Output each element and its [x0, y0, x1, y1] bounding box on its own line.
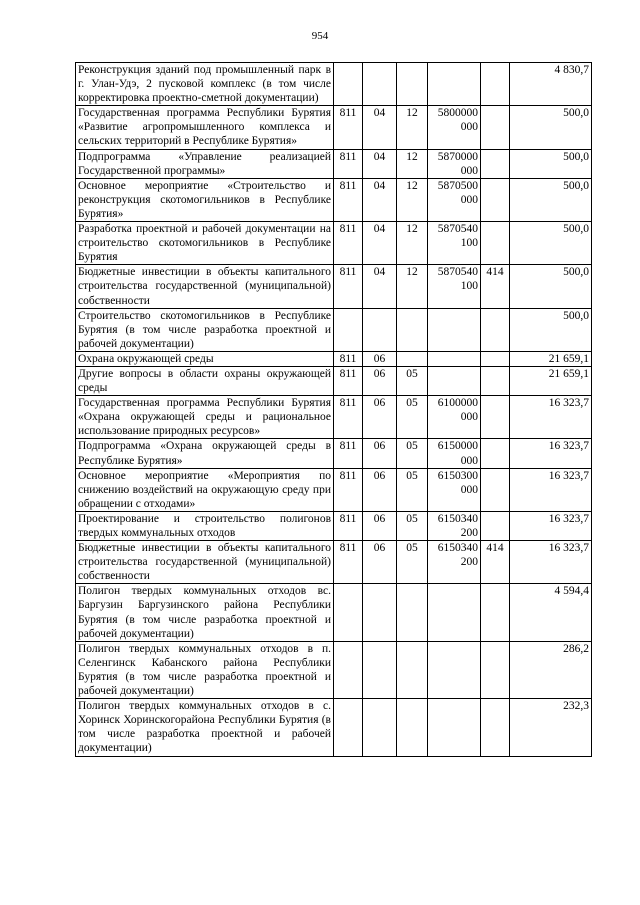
- row-section-code: 06: [363, 351, 397, 366]
- table-row: [76, 641, 592, 698]
- row-name: Полигон твердых коммунальных отходов вс. Баргузин Баргузинского района Республики Бурятия (в том числе разработка проектной и рабочей документации): [76, 584, 334, 641]
- row-expense-type-code: [481, 308, 510, 351]
- row-ministry-code: 811: [334, 511, 363, 540]
- row-target-code: [428, 641, 481, 698]
- row-name: Другие вопросы в области охраны окружающей среды: [76, 366, 334, 395]
- row-expense-type-code: [481, 106, 510, 149]
- row-subsection-code: [397, 699, 428, 756]
- row-section-code: 04: [363, 178, 397, 221]
- row-name: Полигон твердых коммунальных отходов в с. Хоринск Хоринскогорайона Республики Бурятия (в том числе разработка проектной и рабочей документации): [76, 699, 334, 756]
- row-section-code: 06: [363, 366, 397, 395]
- row-ministry-code: 811: [334, 366, 363, 395]
- row-name: Разработка проектной и рабочей документации на строительство скотомогильников в Республике Бурятия: [76, 222, 334, 265]
- row-ministry-code: [334, 699, 363, 756]
- row-subsection-code: 05: [397, 396, 428, 439]
- row-target-code: [428, 699, 481, 756]
- row-ministry-code: 811: [334, 439, 363, 468]
- row-ministry-code: 811: [334, 149, 363, 178]
- row-target-code: 5870540 100: [428, 222, 481, 265]
- row-amount: 16 323,7: [510, 468, 592, 511]
- row-section-code: 06: [363, 468, 397, 511]
- row-subsection-code: 12: [397, 178, 428, 221]
- row-section-code: [363, 699, 397, 756]
- row-expense-type-code: [481, 351, 510, 366]
- row-amount: 16 323,7: [510, 541, 592, 584]
- row-subsection-code: 05: [397, 541, 428, 584]
- row-subsection-code: 05: [397, 439, 428, 468]
- row-amount: 16 323,7: [510, 396, 592, 439]
- row-ministry-code: 811: [334, 106, 363, 149]
- row-subsection-code: 05: [397, 366, 428, 395]
- row-name: Бюджетные инвестиции в объекты капитального строительства государственной (муниципальной) собственности: [76, 541, 334, 584]
- row-name: Основное мероприятие «Строительство и реконструкция скотомогильников в Республике Бурятия»: [76, 178, 334, 221]
- table-row: [76, 308, 592, 351]
- table-row: [76, 366, 592, 395]
- row-section-code: 06: [363, 541, 397, 584]
- row-target-code: 5870540 100: [428, 265, 481, 308]
- row-name: Подпрограмма «Охрана окружающей среды в Республике Бурятия»: [76, 439, 334, 468]
- row-subsection-code: 05: [397, 468, 428, 511]
- row-section-code: [363, 641, 397, 698]
- row-amount: 21 659,1: [510, 351, 592, 366]
- table-row: [76, 222, 592, 265]
- row-ministry-code: 811: [334, 351, 363, 366]
- row-section-code: 06: [363, 396, 397, 439]
- row-name: Основное мероприятие «Мероприятия по снижению воздействий на окружающую среду при обращении с отходами»: [76, 468, 334, 511]
- row-target-code: 6150300 000: [428, 468, 481, 511]
- row-expense-type-code: 414: [481, 541, 510, 584]
- table-row: [76, 699, 592, 756]
- row-subsection-code: 12: [397, 149, 428, 178]
- row-section-code: [363, 308, 397, 351]
- row-subsection-code: [397, 641, 428, 698]
- row-expense-type-code: 414: [481, 265, 510, 308]
- row-target-code: [428, 366, 481, 395]
- row-expense-type-code: [481, 439, 510, 468]
- row-amount: 500,0: [510, 265, 592, 308]
- row-target-code: [428, 308, 481, 351]
- row-subsection-code: 12: [397, 265, 428, 308]
- row-ministry-code: 811: [334, 468, 363, 511]
- row-target-code: 5870000 000: [428, 149, 481, 178]
- row-ministry-code: [334, 641, 363, 698]
- row-ministry-code: [334, 308, 363, 351]
- row-amount: 4 594,4: [510, 584, 592, 641]
- row-name: Государственная программа Республики Бурятия «Охрана окружающей среды и рациональное использование природных ресурсов»: [76, 396, 334, 439]
- table-row: [76, 541, 592, 584]
- table-row: [76, 511, 592, 540]
- table-row: [76, 63, 592, 106]
- row-target-code: [428, 351, 481, 366]
- row-target-code: 6150340 200: [428, 511, 481, 540]
- budget-table: [75, 62, 592, 757]
- row-target-code: 5800000 000: [428, 106, 481, 149]
- table-row: [76, 351, 592, 366]
- row-amount: 16 323,7: [510, 511, 592, 540]
- row-subsection-code: [397, 63, 428, 106]
- row-ministry-code: 811: [334, 222, 363, 265]
- row-expense-type-code: [481, 178, 510, 221]
- row-name: Подпрограмма «Управление реализацией Государственной программы»: [76, 149, 334, 178]
- row-expense-type-code: [481, 396, 510, 439]
- row-section-code: 04: [363, 106, 397, 149]
- table-row: [76, 178, 592, 221]
- row-subsection-code: [397, 308, 428, 351]
- row-amount: 500,0: [510, 178, 592, 221]
- row-ministry-code: [334, 584, 363, 641]
- row-ministry-code: 811: [334, 396, 363, 439]
- row-target-code: 6150000 000: [428, 439, 481, 468]
- row-subsection-code: [397, 584, 428, 641]
- row-section-code: [363, 584, 397, 641]
- row-subsection-code: 12: [397, 106, 428, 149]
- row-subsection-code: 05: [397, 511, 428, 540]
- row-name: Полигон твердых коммунальных отходов в п. Селенгинск Кабанского района Республики Бурятия (в том числе разработка проектной и рабочей документации): [76, 641, 334, 698]
- row-ministry-code: 811: [334, 541, 363, 584]
- row-amount: 500,0: [510, 106, 592, 149]
- row-name: Реконструкция зданий под промышленный парк в г. Улан-Удэ, 2 пусковой комплекс (в том числе корректировка проектно-сметной документации): [76, 63, 334, 106]
- row-expense-type-code: [481, 149, 510, 178]
- row-expense-type-code: [481, 641, 510, 698]
- row-expense-type-code: [481, 584, 510, 641]
- table-row: [76, 265, 592, 308]
- row-name: Строительство скотомогильников в Республике Бурятия (в том числе разработка проектной и рабочей документации): [76, 308, 334, 351]
- row-expense-type-code: [481, 468, 510, 511]
- table-row: [76, 106, 592, 149]
- row-target-code: [428, 584, 481, 641]
- table-row: [76, 149, 592, 178]
- row-amount: 500,0: [510, 222, 592, 265]
- row-name: Проектирование и строительство полигонов твердых коммунальных отходов: [76, 511, 334, 540]
- row-amount: 500,0: [510, 308, 592, 351]
- row-subsection-code: 12: [397, 222, 428, 265]
- row-section-code: 06: [363, 511, 397, 540]
- row-amount: 21 659,1: [510, 366, 592, 395]
- row-expense-type-code: [481, 222, 510, 265]
- row-expense-type-code: [481, 699, 510, 756]
- row-target-code: 6100000 000: [428, 396, 481, 439]
- row-ministry-code: 811: [334, 178, 363, 221]
- row-amount: 500,0: [510, 149, 592, 178]
- row-target-code: [428, 63, 481, 106]
- row-target-code: 5870500 000: [428, 178, 481, 221]
- row-name: Охрана окружающей среды: [76, 351, 334, 366]
- page-number: 954: [311, 30, 329, 42]
- row-section-code: 04: [363, 222, 397, 265]
- row-amount: 4 830,7: [510, 63, 592, 106]
- table-body: [76, 63, 592, 757]
- row-section-code: 06: [363, 439, 397, 468]
- row-target-code: 6150340 200: [428, 541, 481, 584]
- row-name: Бюджетные инвестиции в объекты капитального строительства государственной (муниципальной) собственности: [76, 265, 334, 308]
- row-section-code: [363, 63, 397, 106]
- row-section-code: 04: [363, 149, 397, 178]
- row-ministry-code: 811: [334, 265, 363, 308]
- row-amount: 286,2: [510, 641, 592, 698]
- table-row: [76, 584, 592, 641]
- table-row: [76, 439, 592, 468]
- row-expense-type-code: [481, 366, 510, 395]
- row-subsection-code: [397, 351, 428, 366]
- row-amount: 16 323,7: [510, 439, 592, 468]
- row-name: Государственная программа Республики Бурятия «Развитие агропромышленного комплекса и сельских территорий в Республике Бурятия»: [76, 106, 334, 149]
- table-row: [76, 468, 592, 511]
- row-expense-type-code: [481, 511, 510, 540]
- row-ministry-code: [334, 63, 363, 106]
- table-row: [76, 396, 592, 439]
- row-amount: 232,3: [510, 699, 592, 756]
- row-expense-type-code: [481, 63, 510, 106]
- row-section-code: 04: [363, 265, 397, 308]
